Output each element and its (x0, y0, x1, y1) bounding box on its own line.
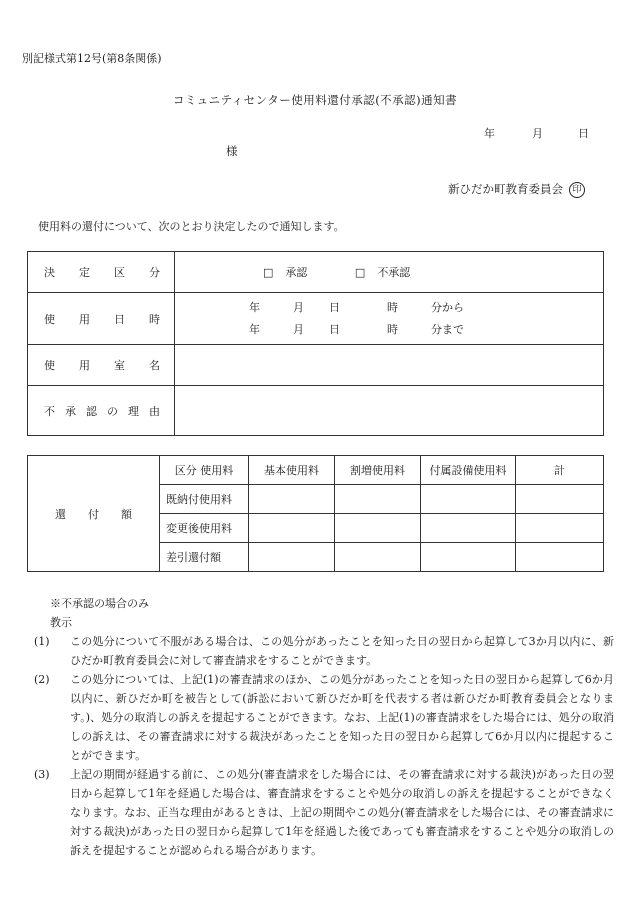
disapproval-only-note: ※不承認の場合のみ (50, 597, 149, 610)
date-month-label: 月 (532, 127, 543, 140)
item-number: (3) (34, 768, 50, 781)
cell-refund-surcharge[interactable] (335, 543, 421, 572)
item-number: (1) (34, 635, 50, 648)
cell-refund-basic[interactable] (249, 543, 335, 572)
minute-from-label: 分から (431, 300, 464, 314)
cell-refund-total[interactable] (516, 543, 604, 572)
col-header-total: 計 (516, 456, 604, 485)
label-char: 名 (149, 359, 160, 372)
label-char: 不 (44, 404, 55, 418)
hour-label: 時 (387, 300, 398, 314)
label-char: 還 (55, 507, 66, 521)
label-char: 室 (114, 359, 125, 372)
reason-label (28, 403, 174, 419)
cell-paid-total[interactable] (516, 485, 604, 514)
refund-amount-label-cell (28, 456, 160, 572)
corner-header: 区分 使用料 (160, 456, 249, 485)
row-label-changed: 変更後使用料 (160, 514, 249, 543)
label-char: 認 (86, 404, 97, 418)
cell-changed-total[interactable] (516, 514, 604, 543)
label-char: 分 (149, 266, 160, 279)
addressee-suffix: 様 (226, 144, 238, 158)
year-label: 年 (249, 322, 260, 336)
label-char: 付 (88, 507, 99, 521)
hour-label: 時 (387, 322, 398, 336)
instruction-item (34, 765, 614, 860)
cell-paid-equipment[interactable] (421, 485, 516, 514)
instruction-item (34, 670, 614, 765)
approve-checkbox[interactable]: □ (263, 266, 274, 279)
label-char: 区 (114, 266, 125, 279)
item-number: (2) (34, 673, 50, 686)
intro-text: 使用料の還付について、次のとおり決定したので通知します。 (38, 220, 345, 233)
label-char: 時 (149, 312, 160, 326)
item-text: この処分について不服がある場合は、この処分があったことを知った日の翌日から起算して3か月以内に、新ひだか町教育委員会に対して審査請求をすることができます。 (70, 635, 614, 667)
room-label-cell (28, 345, 175, 386)
reason-label-cell (28, 386, 175, 436)
col-header-equipment: 付属設備使用料 (421, 456, 516, 485)
col-header-surcharge: 割増使用料 (335, 456, 421, 485)
item-text: この処分については、上記(1)の審査請求のほか、この処分があったことを知った日の翌日から起算して6か月以内に、新ひだか町を被告として(訴訟において新ひだか町を代表する者は新ひだか町教育委員会となります。)、処分の取消しの訴えを提起することができます。なお、上記(1)の審査請求をした場合には、処分の取消しの訴えは、その審査請求に対する裁決があったことを知った日の翌日から起算して6か月以内に提起することができます。 (70, 673, 614, 762)
refund-amount-label (28, 506, 159, 522)
document-title: コミュニティセンター使用料還付承認(不承認)通知書 (172, 93, 458, 107)
label-char: の (107, 404, 118, 418)
row-label-refund: 差引還付額 (160, 543, 249, 572)
approve-label: 承認 (285, 266, 308, 279)
decision-table (27, 251, 604, 436)
form-reference: 別記様式第12号(第8条関係) (22, 52, 162, 65)
cell-refund-equipment[interactable] (421, 543, 516, 572)
datetime-to-row (175, 319, 603, 341)
label-char: 日 (114, 312, 125, 326)
decision-label (28, 264, 174, 280)
col-header-basic: 基本使用料 (249, 456, 335, 485)
decision-options-cell (175, 252, 604, 293)
label-char: 額 (121, 507, 132, 521)
label-char: 使 (44, 359, 55, 372)
issuer-name: 新ひだか町教育委員会 (448, 182, 563, 196)
disapprove-checkbox[interactable]: □ (354, 266, 366, 279)
year-label: 年 (249, 300, 260, 314)
date-day-label: 日 (578, 127, 589, 140)
label-char: 決 (44, 266, 55, 279)
issuer-block (448, 181, 585, 198)
cell-changed-basic[interactable] (249, 514, 335, 543)
room-name-field[interactable] (175, 345, 604, 386)
minute-to-label: 分まで (431, 322, 464, 336)
cell-changed-equipment[interactable] (421, 514, 516, 543)
cell-changed-surcharge[interactable] (335, 514, 421, 543)
disapprove-label: 不承認 (377, 266, 411, 279)
day-label: 日 (329, 322, 340, 336)
label-char: 理 (128, 404, 139, 418)
label-char: 使 (44, 312, 55, 326)
label-char: 由 (149, 404, 160, 418)
refund-table (27, 455, 604, 572)
cell-paid-surcharge[interactable] (335, 485, 421, 514)
instruction-item (34, 632, 614, 670)
usage-datetime-label-cell (28, 293, 175, 345)
seal-mark: 印 (569, 182, 585, 198)
month-label: 月 (293, 322, 304, 336)
label-char: 用 (79, 359, 90, 372)
item-text: 上記の期間が経過する前に、この処分(審査請求をした場合には、その審査請求に対する裁決)があった日の翌日から起算して1年を経過した場合は、審査請求をすることや処分の取消しの訴えを提起することができなくなります。なお、正当な理由があるときは、上記の期間やこの処分(審査請求をした場合には、その審査請求に対する裁決)があった日の翌日から起算して1年を経過した後であっても審査請求をすることや処分の取消しの訴えを提起することが認められる場合があります。 (70, 768, 614, 857)
day-label: 日 (329, 300, 340, 314)
instructions-section (34, 594, 614, 860)
usage-datetime-label (28, 311, 174, 327)
usage-datetime-cell[interactable] (175, 293, 604, 345)
instructions-heading: 教示 (50, 616, 72, 629)
room-label (28, 357, 174, 373)
label-char: 用 (79, 312, 90, 326)
month-label: 月 (293, 300, 304, 314)
reason-field[interactable] (175, 386, 604, 436)
decision-label-cell (28, 252, 175, 293)
label-char: 承 (65, 404, 76, 418)
row-label-paid: 既納付使用料 (160, 485, 249, 514)
cell-paid-basic[interactable] (249, 485, 335, 514)
date-year-label: 年 (484, 127, 495, 140)
label-char: 定 (79, 266, 90, 279)
datetime-from-row (175, 297, 603, 319)
